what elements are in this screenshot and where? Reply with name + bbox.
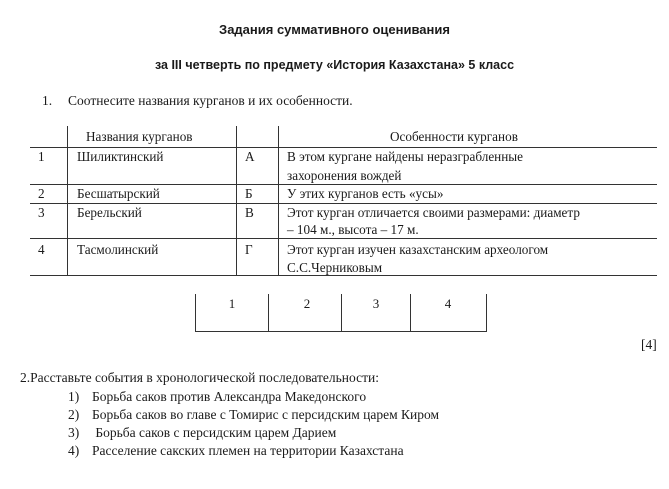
option-text: Борьба саков во главе с Томирис с персидским царем Киром: [92, 407, 440, 422]
kurgan-name: Шиликтинский: [77, 149, 164, 164]
feature-line: В этом кургане найдены неразграбленные: [287, 149, 524, 164]
answer-column-label: 1: [228, 296, 236, 311]
list-item: [68, 407, 439, 423]
row-letter: Г: [245, 242, 253, 257]
task1-prompt-text: Соотнесите названия курганов и их особенности.: [68, 93, 353, 108]
feature-line: С.С.Черниковым: [287, 260, 383, 275]
option-number: 3): [68, 425, 80, 440]
option-text: Расселение сакских племен на территории Казахстана: [92, 443, 404, 458]
option-text: Борьба саков с персидским царем Дарием: [92, 425, 337, 440]
list-item: [68, 389, 366, 405]
task1-number: 1.: [42, 93, 53, 108]
option-number: 1): [68, 389, 80, 404]
feature-line: У этих курганов есть «усы»: [287, 186, 444, 201]
score-label: [4]: [641, 337, 657, 352]
row-letter: Б: [245, 186, 253, 201]
list-item: [68, 425, 336, 441]
answer-blank-2[interactable]: [269, 314, 341, 331]
page-title: Задания суммативного оценивания: [219, 22, 450, 37]
kurgan-name: Бесшатырский: [77, 186, 160, 201]
answer-blank-4[interactable]: [411, 314, 486, 331]
table-divider: [236, 126, 237, 275]
column-header-names: Названия курганов: [86, 129, 193, 144]
row-number: 2: [38, 186, 45, 201]
feature-line: – 104 м., высота – 17 м.: [287, 222, 419, 237]
row-number: 3: [38, 205, 45, 220]
row-number: 4: [38, 242, 45, 257]
grid-divider: [195, 331, 487, 332]
option-number: 2): [68, 407, 80, 422]
table-divider: [278, 126, 279, 275]
grid-divider: [486, 294, 487, 331]
answer-column-label: 2: [303, 296, 311, 311]
column-header-features: Особенности курганов: [390, 129, 518, 144]
feature-line: Этот курган изучен казахстанским археологом: [287, 242, 549, 257]
feature-line: захоронения вождей: [287, 168, 402, 183]
task1-prompt: [42, 93, 353, 109]
option-text: Борьба саков против Александра Македонского: [92, 389, 367, 404]
kurgan-name: Тасмолинский: [77, 242, 159, 257]
answer-blank-3[interactable]: [342, 314, 410, 331]
list-item: [68, 443, 404, 459]
row-number: 1: [38, 149, 45, 164]
answer-column-label: 3: [372, 296, 380, 311]
table-divider: [67, 126, 68, 275]
kurgan-name: Берельский: [77, 205, 142, 220]
option-number: 4): [68, 443, 80, 458]
row-letter: В: [245, 205, 254, 220]
feature-line: Этот курган отличается своими размерами: диаметр: [287, 205, 580, 220]
row-letter: А: [245, 149, 255, 164]
page-subtitle: за III четверть по предмету «История Казахстана» 5 класс: [154, 58, 515, 72]
task2-prompt: 2.Расставьте события в хронологической последовательности:: [20, 370, 379, 385]
answer-column-label: 4: [444, 296, 452, 311]
answer-blank-1[interactable]: [196, 314, 268, 331]
